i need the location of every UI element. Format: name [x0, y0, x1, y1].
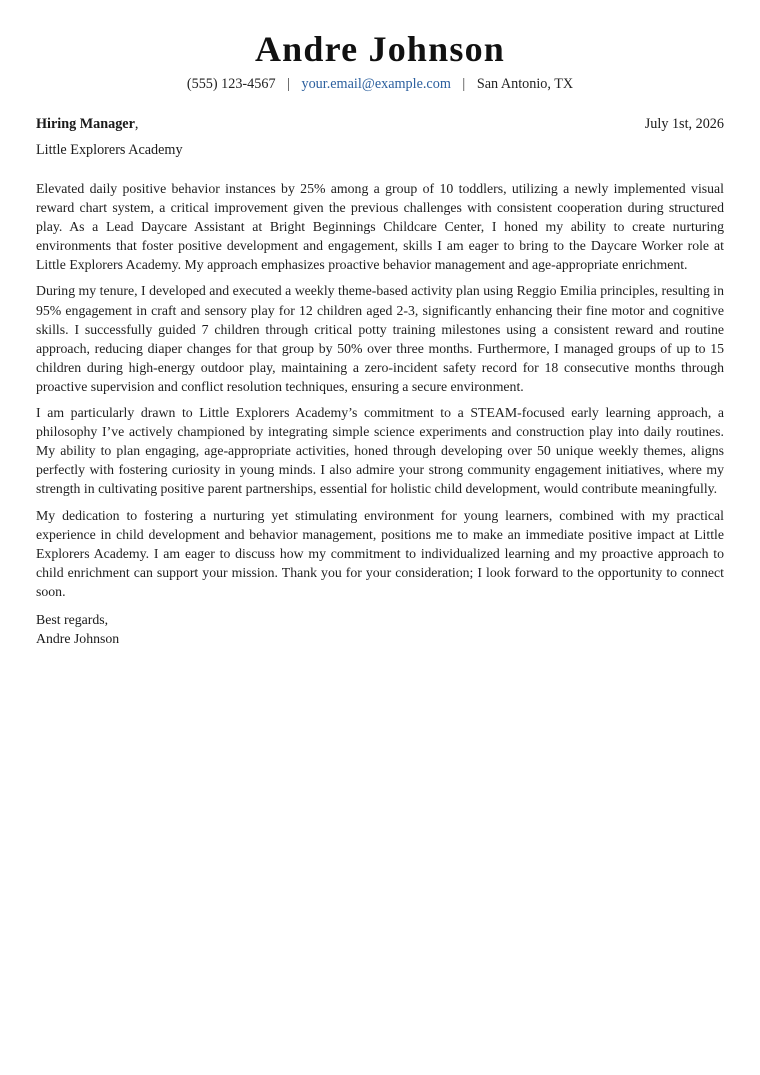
letter-closing [36, 610, 724, 648]
closing-salutation: Best regards, [36, 611, 109, 627]
contact-separator: | [287, 76, 290, 92]
closing-signature: Andre Johnson [36, 631, 120, 647]
body-paragraph: During my tenure, I developed and executed a weekly theme-based activity plan using Reggio Emilia principles, resulting in 95% engagement in craft and sensory play for 12 children aged 2-3, significantly enhancing their fine motor and cognitive skills. I successfully guided 7 children through critical potty training milestones using a consistent reward and routine approach, reducing diaper changes for that group by 50% over three months. Furthermore, I managed groups of up to 15 children during high-energy outdoor play, maintaining a zero-incident safety record for 18 consecutive months through proactive supervision and conflict resolution techniques, ensuring a secure environment. [36, 283, 724, 394]
phone-number: (555) 123-4567 [186, 76, 276, 92]
recipient-line [36, 114, 138, 134]
recipient-name: Hiring Manager [36, 116, 135, 132]
email-link[interactable]: your.email@example.com [301, 76, 451, 92]
location: San Antonio, TX [476, 76, 574, 92]
letter-body [36, 179, 724, 601]
contact-line [36, 74, 724, 94]
letter-date: July 1st, 2026 [644, 116, 724, 132]
body-paragraph: My dedication to fostering a nurturing yet stimulating environment for young learners, combined with my practical experience in child development and behavior management, positions me to make an immediate positive impact at Little Explorers Academy. I am eager to discuss how my commitment to individualized learning and my proactive approach to child enrichment can support your mission. Thank you for your consideration; I look forward to the opportunity to connect soon. [36, 507, 724, 599]
body-paragraph: I am particularly drawn to Little Explorers Academy’s commitment to a STEAM-focused early learning approach, a philosophy I’ve actively championed by integrating simple science experiments and construction play into daily routines. My ability to plan engaging, age-appropriate activities, honed through developing over 50 unique weekly themes, aligns perfectly with fostering curiosity in young minds. I also admire your strong community engagement initiatives, where my strength in cultivating positive parent partnerships, essential for holistic child development, would contribute meaningfully. [36, 405, 724, 497]
contact-separator: | [462, 76, 466, 92]
recipient-organization: Little Explorers Academy [36, 142, 183, 158]
applicant-name: Andre Johnson [254, 29, 506, 69]
recipient-name-suffix: , [134, 116, 139, 132]
body-paragraph: Elevated daily positive behavior instances by 25% among a group of 10 toddlers, utilizing a newly implemented visual reward chart system, a critical improvement given the previous challenges with consistent cooperation during structured play. As a Lead Daycare Assistant at Bright Beginnings Childcare Center, I honed my ability to create nurturing environments that foster positive development and engagement, skills I am eager to bring to the Daycare Worker role at Little Explorers Academy. My approach emphasizes proactive behavior management and age-appropriate enrichment. [36, 181, 724, 273]
recipient-date-row [36, 114, 724, 134]
